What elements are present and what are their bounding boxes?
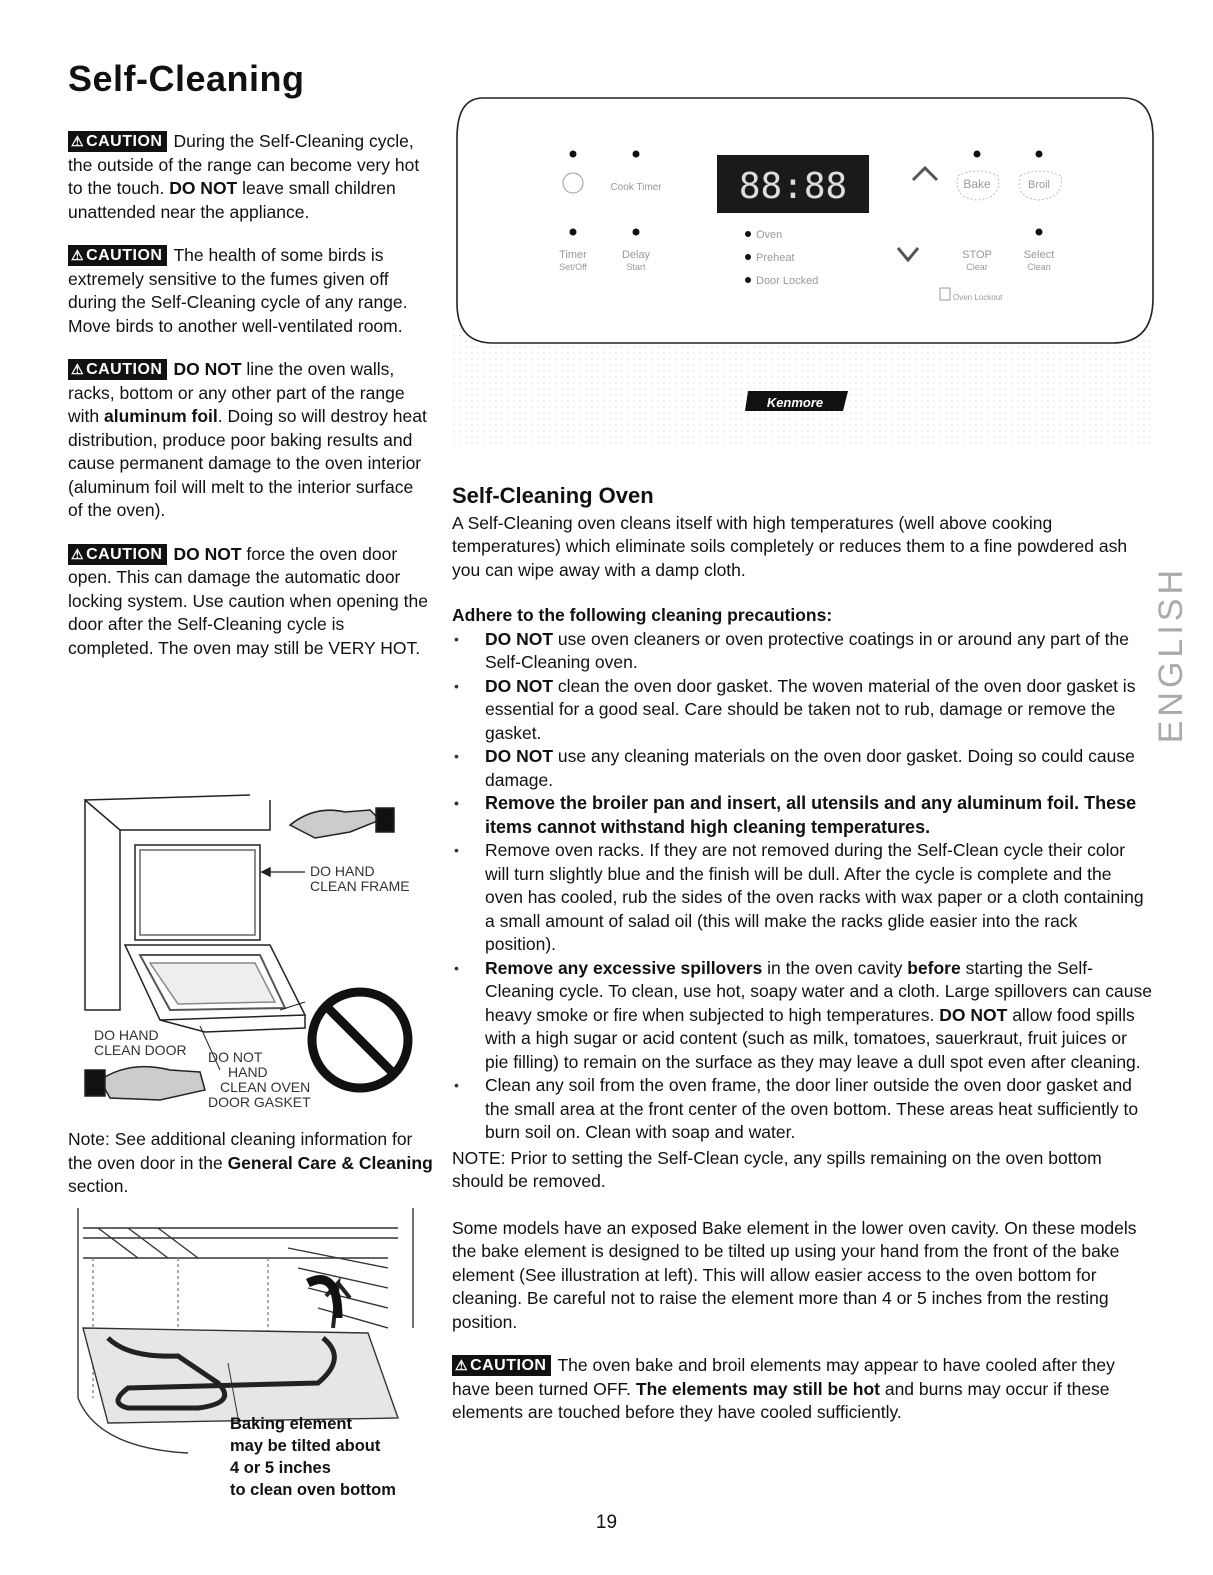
warning-icon: ⚠ [71, 133, 85, 149]
gasket-label [208, 1050, 311, 1110]
gasket-label-line1: DO NOT [208, 1049, 263, 1065]
frame-label-line2: CLEAN FRAME [310, 878, 410, 894]
brand-logo: Kenmore [766, 395, 824, 410]
caution-badge [68, 245, 167, 266]
caution-door [68, 543, 428, 661]
caution-text: and burns may occur if these elements are touched before they have cooled sufficiently. [452, 1378, 1110, 1422]
delay-label: Delay [621, 249, 651, 261]
door-locked-status-label: Door Locked [756, 275, 819, 287]
gasket-label-line3: CLEAN OVEN [220, 1079, 311, 1095]
caption-line1: Baking element [230, 1415, 352, 1433]
caution-badge [452, 1355, 551, 1376]
warning-icon: ⚠ [71, 247, 85, 263]
list-item: • Remove oven racks. If they are not removed during the Self-Clean cycle their color will turn slightly blue and the finish will be dull. After the cycle is complete and the oven has cooled, rub the sides of the oven racks with wax paper or a cloth containing a small amount of salad oil (this will make the racks glide easier into the rack position). [452, 839, 1152, 957]
item-emphasis: before [907, 957, 961, 978]
preheat-status-label: Preheat [756, 252, 795, 264]
caution-emphasis: aluminum foil [103, 406, 218, 426]
item-text: in the oven cavity [762, 957, 908, 978]
display-readout: 88:88 [738, 166, 848, 207]
caution-text: leave small children unattended near the appliance. [68, 178, 396, 222]
warning-icon: ⚠ [71, 545, 85, 562]
caution-label: CAUTION [86, 361, 163, 378]
item-text: use oven cleaners or oven protective coatings in or around any part of the Self-Cleaning oven. [485, 628, 1129, 672]
timer-label: Timer [559, 249, 587, 261]
gasket-label-line2: HAND [228, 1064, 268, 1080]
note-text: Note: See additional cleaning information for the oven door in the [68, 1129, 413, 1173]
page-number: 19 [595, 1512, 618, 1533]
oven-status-label: Oven [756, 229, 783, 241]
left-column [68, 130, 428, 680]
caution-foil [68, 358, 428, 523]
select-sub-label: Clean [1027, 262, 1051, 272]
note-paragraph: NOTE: Prior to setting the Self-Clean cycle, any spills remaining on the oven bottom should be removed. [452, 1147, 1102, 1191]
warning-icon: ⚠ [71, 361, 85, 377]
caution-label: CAUTION [86, 247, 163, 264]
language-label: ENGLISH [1152, 566, 1190, 744]
note-emphasis: General Care & Cleaning [227, 1152, 433, 1173]
item-text: use any cleaning materials on the oven door gasket. Doing so could cause damage. [485, 746, 1135, 790]
precautions-list [452, 628, 1152, 1145]
caution-text: During the Self-Cleaning cycle, the outside of the range can become very hot to the touch. [68, 131, 420, 198]
gasket-label-line4: DOOR GASKET [208, 1094, 311, 1110]
caution-emphasis: DO NOT [173, 359, 242, 379]
door-label-line2: CLEAN DOOR [94, 1042, 187, 1058]
bake-element-caption [230, 1413, 396, 1501]
frame-label [310, 864, 410, 894]
door-label-line1: DO HAND [94, 1027, 159, 1043]
caution-badge [68, 359, 167, 380]
right-column [452, 484, 1152, 1425]
cook-timer-label: Cook Timer [610, 182, 662, 193]
oven-door-illustration [80, 770, 420, 1130]
door-label [94, 1028, 187, 1058]
caution-children [68, 130, 428, 224]
caution-elements [452, 1354, 1152, 1425]
stop-sub-label: Clear [966, 262, 988, 272]
warning-icon: ⚠ [455, 1357, 469, 1373]
broil-label: Broil [1027, 179, 1051, 191]
caution-text: The oven bake and broil elements may appear to have cooled after they have been turned OFF. [452, 1355, 1115, 1399]
caution-emphasis: The elements may still be hot [635, 1378, 880, 1399]
caption-line2: may be tilted about [230, 1437, 381, 1455]
section-heading: Self-Cleaning Oven [452, 483, 654, 508]
caution-label: CAUTION [470, 1357, 547, 1374]
item-emphasis: DO NOT [939, 1004, 1008, 1025]
list-item [452, 628, 1152, 675]
caution-text: . Doing so will destroy heat distribution, produce poor baking results and cause permanent damage to the oven interior (aluminum foil will melt to the interior surface of the oven). [68, 406, 427, 520]
list-item [452, 957, 1152, 1075]
caption-line4: to clean oven bottom [230, 1481, 396, 1499]
intro-paragraph: A Self-Cleaning oven cleans itself with high temperatures (well above cooking temperatures) which eliminate soils completely or reduces them to a fine powdered ash you can wipe away with a damp cloth. [452, 512, 1128, 580]
bake-element-paragraph: Some models have an exposed Bake element in the lower oven cavity. On these models the bake element is designed to be tilted up using your hand from the front of the bake element (See illustration at left). This will allow easier access to the oven bottom for cleaning. Be careful not to raise the element more than 4 or 5 inches from the resting position. [452, 1217, 1137, 1332]
bake-element-illustration [68, 1208, 428, 1508]
item-text: starting the Self-Cleaning cycle. To clean, use hot, soapy water and a cloth. Large spillovers can cause heavy smoke or fire when subjected to high temperatures. [485, 957, 1153, 1025]
spacer [452, 582, 1152, 604]
caution-emphasis: DO NOT [169, 178, 238, 198]
oven-lockout-label: Oven Lockout [953, 293, 1003, 302]
page-title: Self-Cleaning [68, 58, 305, 99]
item-text: allow food spills with a high sugar or acid content (such as milk, tomatoes, sauerkraut, fruit juices or pie filling) to remain on the surface as they may leave a dull spot even after cleaning. [485, 1004, 1141, 1072]
caution-label: CAUTION [86, 133, 163, 150]
list-item: • Clean any soil from the oven frame, the door liner outside the oven door gasket and the small area at the front center of the oven bottom. These areas heat sufficiently to burn soil on. Clean with soap and water. [452, 1074, 1152, 1145]
caution-text: The health of some birds is extremely sensitive to the fumes given off during the Self-Cleaning cycle of any range. Move birds to another well-ventilated room. [68, 245, 408, 336]
caution-text: force the oven door open. This can damage the automatic door locking system. Use caution when opening the door after the Self-Cleaning cycle is completed. The oven may still be VERY HOT. [68, 543, 428, 658]
delay-sub-label: Start [626, 262, 646, 272]
list-item: • Remove the broiler pan and insert, all utensils and any aluminum foil. These items cannot withstand high cleaning temperatures. [452, 792, 1152, 839]
bake-label: Bake [963, 177, 991, 191]
timer-sub-label: Set/Off [559, 262, 587, 272]
door-note [68, 1128, 438, 1199]
stop-label: STOP [962, 249, 992, 261]
language-side-tab [1152, 566, 1202, 744]
item-text: clean the oven door gasket. The woven material of the oven door gasket is essential for a good seal. Care should be taken not to rub, damage or remove the gasket. [485, 675, 1136, 743]
select-label: Select [1023, 249, 1055, 261]
caution-text: line the oven walls, racks, bottom or any other part of the range with [68, 359, 405, 426]
caution-birds [68, 244, 428, 338]
caption-line3: 4 or 5 inches [230, 1459, 331, 1477]
caution-badge [68, 544, 167, 565]
item-emphasis: DO NOT [485, 675, 554, 696]
item-emphasis: DO NOT [485, 746, 554, 766]
caution-badge [68, 131, 167, 152]
precautions-heading: Adhere to the following cleaning precautions: [452, 605, 833, 625]
note-text: section. [68, 1176, 129, 1196]
frame-label-line1: DO HAND [310, 863, 375, 879]
control-panel-drawing [453, 88, 1155, 458]
item-emphasis: DO NOT [485, 628, 554, 649]
spacer [452, 1194, 1152, 1217]
item-emphasis: Remove any excessive spillovers [485, 957, 763, 978]
list-item [452, 745, 1152, 792]
spacer [452, 1334, 1152, 1354]
caution-emphasis: DO NOT [173, 543, 242, 564]
list-item [452, 675, 1152, 746]
caution-label: CAUTION [86, 545, 163, 563]
control-panel-illustration [453, 88, 1155, 458]
